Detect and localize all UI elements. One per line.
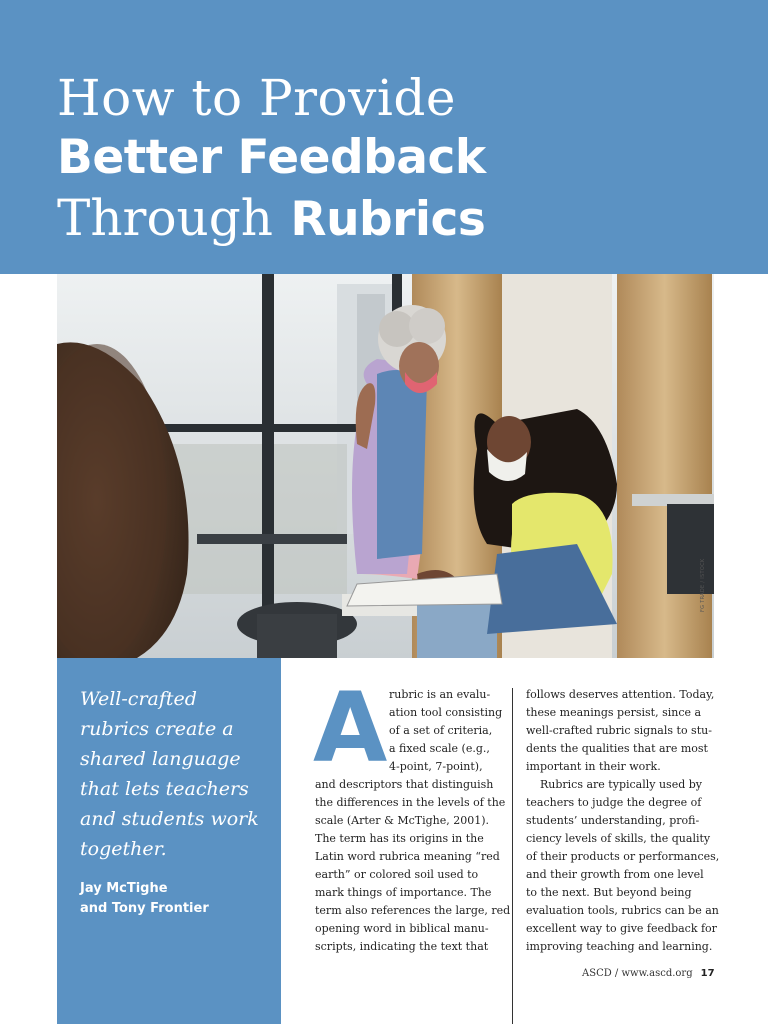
classroom-photo-illustration bbox=[57, 274, 714, 658]
body-line: and their growth from one level bbox=[526, 868, 704, 881]
body-line: well-crafted rubric signals to stu- bbox=[526, 724, 712, 737]
body-line: mark things of importance. The bbox=[315, 886, 492, 899]
title-line-3-bold: Rubrics bbox=[290, 192, 486, 247]
body-line: scale (Arter & McTighe, 2001). bbox=[315, 814, 490, 827]
body-line: students’ understanding, profi- bbox=[526, 814, 700, 827]
title-banner bbox=[0, 0, 768, 274]
body-line: earth” or colored soil used to bbox=[315, 868, 479, 881]
body-line: ciency levels of skills, the quality bbox=[526, 832, 711, 845]
title-line-3-serif: Through bbox=[57, 189, 273, 247]
page-footer bbox=[582, 968, 715, 979]
photo-credit: FG TRADE / ISTOCK bbox=[700, 558, 706, 612]
body-line: evaluation tools, rubrics can be an bbox=[526, 904, 719, 917]
body-line: term also references the large, red bbox=[315, 904, 511, 917]
body-line: important in their work. bbox=[526, 760, 661, 773]
author-line-1: Jay McTighe bbox=[80, 881, 168, 896]
body-line: follows deserves attention. Today, bbox=[526, 688, 715, 701]
body-line: excellent way to give feedback for bbox=[526, 922, 717, 935]
authors bbox=[80, 879, 270, 919]
body-line: Latin word rubrica meaning “red bbox=[315, 850, 500, 863]
body-line: and descriptors that distinguish bbox=[315, 778, 494, 791]
body-line: Rubrics are typically used by bbox=[540, 778, 703, 791]
body-line: to the next. But beyond being bbox=[526, 886, 692, 899]
body-line: scripts, indicating the text that bbox=[315, 940, 489, 953]
title-line-2: Better Feedback bbox=[57, 130, 486, 185]
body-line: opening word in biblical manu- bbox=[315, 922, 489, 935]
body-line: 4-point, 7-point), bbox=[389, 760, 483, 773]
body-column-2 bbox=[526, 686, 720, 956]
body-column-1 bbox=[313, 672, 511, 956]
title-line-1: How to Provide bbox=[57, 69, 456, 127]
body-line: improving teaching and learning. bbox=[526, 940, 713, 953]
body-line: rubric is an evalu- bbox=[389, 688, 491, 701]
body-line: The term has its origins in the bbox=[315, 832, 484, 845]
column-divider bbox=[512, 688, 513, 1024]
pullquote-sidebar bbox=[57, 658, 281, 1024]
body-line: a fixed scale (e.g., bbox=[389, 742, 490, 755]
author-line-2: and Tony Frontier bbox=[80, 901, 209, 916]
drop-cap: A bbox=[313, 672, 388, 784]
body-line: of a set of criteria, bbox=[389, 724, 493, 737]
body-line: these meanings persist, since a bbox=[526, 706, 702, 719]
body-line: teachers to judge the degree of bbox=[526, 796, 702, 809]
article-title bbox=[57, 68, 486, 250]
page-number: 17 bbox=[700, 968, 715, 979]
body-line: of their products or performances, bbox=[526, 850, 720, 863]
title-line-3 bbox=[57, 188, 486, 250]
pullquote: Well-crafted rubrics create a shared language that lets teachers and students work together. bbox=[80, 688, 259, 860]
classroom-photo bbox=[57, 274, 714, 658]
body-line: ation tool consisting bbox=[389, 706, 503, 719]
body-line: the differences in the levels of the bbox=[315, 796, 506, 809]
body-line: dents the qualities that are most bbox=[526, 742, 708, 755]
footer-source: ASCD / www.ascd.org bbox=[582, 968, 693, 979]
